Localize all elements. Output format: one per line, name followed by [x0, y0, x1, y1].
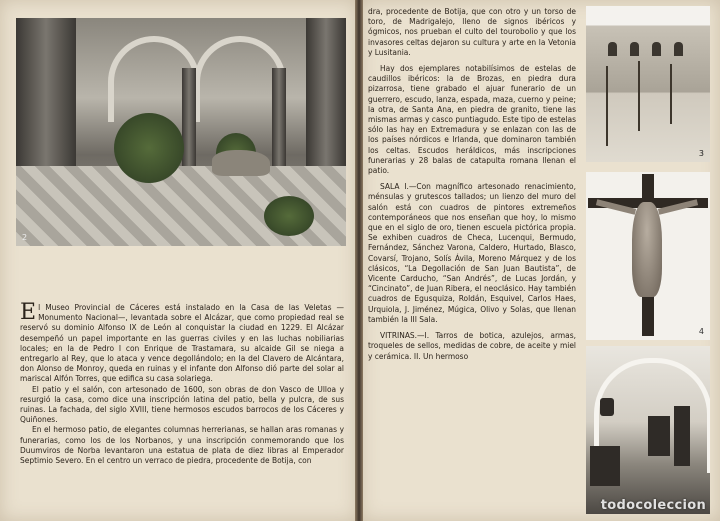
- museum-hall-photo: [586, 346, 710, 514]
- window: [674, 42, 683, 56]
- tree: [638, 61, 640, 131]
- christ-figure: [632, 202, 662, 297]
- crucifix-photo: [586, 172, 710, 340]
- display-stand: [648, 416, 670, 456]
- left-page-text: [20, 302, 344, 465]
- photo-number: 3: [698, 149, 704, 158]
- paragraph: dra, procedente de Botija, que con otro y un torso de toro, de Madrigalejo, lleno de signos ibéricos y ógmicos, nos prueban el culto del tourobolio y que los invasores celtas dejaron su cultura y arte en la Vetonia y Lusitania.: [368, 6, 576, 57]
- tree: [670, 64, 672, 124]
- window: [608, 42, 617, 56]
- paragraph: El patio y el salón, con artesonado de 1600, son obras de don Vasco de Ulloa y resurgió la casa, como dice una inscripción latina del patio, bella y pulcra, de sus ruinas. La fachada, del siglo XVIII, tiene hermosos escudos barrocos de los Cáceres y Quiñones.: [20, 383, 344, 425]
- building-photo: [586, 6, 710, 162]
- wall-object: [600, 398, 614, 416]
- photo-number: 4: [698, 327, 704, 336]
- paragraph: SALA I.—Con magnífico artesonado renacimiento, ménsulas y grutescos tallados; un lienzo del muro del salón está con cuadros de pintores extremeños contemporáneos que nos enseñan que hoy, lo mismo que en el siglo de oro, tienen escuela pictórica propia. Se exhiben cuadros de Checa, Lucenqui, Bermudo, Fernández, Sánchez Varona, Caldero, Hurtado, Blasco, Covarsí, Trojano, Solís Ávila, Moreno Márquez y de los clásicos, “La Degollación de San Juan Bautista”, de Vicente Carducho, “San Andrés”, de Lucas Jordán, y “Cincinato”, de Juan Ribera, el neoclásico. Hay también cuadros de Egusquiza, Roldán, Esquivel, Carlos Haes, Urquiola, J. Jiménez, Múgica, Olivo y Solas, que llenan también la III Sala.: [368, 181, 576, 324]
- stone-boar-sculpture: [212, 150, 270, 176]
- book-gutter: [355, 0, 363, 521]
- paragraph: El Museo Provincial de Cáceres está instalado en la Casa de las Veletas —Monumento Nacional—, levantada sobre el Alcázar, que como propiedad real se reservó su dominio Alfonso IX de León al conquistar la ciudad en 1229. El Alcázar desempeñó un papel importante en las guerras civiles y en las luchas nobiliarias locales; en la de Pedro I con Enrique de Trastamara, su alcaide Gil se niega a entregarlo al Rey, que lo ataca y vence degollándolo; en la del Clavero de Alcántara, don Alonso de Monroy, queda en ruinas y el infante don Alfonso dió parte del solar al mariscal Alfón Torres, que edifica su casa solariega.: [20, 300, 344, 384]
- window: [652, 42, 661, 56]
- photo-number: 2: [22, 233, 28, 242]
- tree: [606, 66, 608, 146]
- plant: [264, 196, 314, 236]
- column: [182, 68, 196, 178]
- palm-plant: [114, 113, 184, 183]
- paragraph: Hay dos ejemplares notabilísimos de estelas de caudillos ibéricos: la de Brozas, en piedra dura pizarrosa, tiene grabado el ajuar funerario de un guerrero, escudo, lanza, espada, maza, cuerno y peine; la otra, de Santa Ana, en piedra de granito, tiene las mismas armas y casco puntiagudo. Este tipo de estelas sólo las hay en Extremadura y se enlazan con las de los países nórdicos e Irlanda, que dominaron también los celtas. Escudos heráldicos, más inscripciones funerarias y 28 balas de catapulta romana llenan el patio.: [368, 63, 576, 176]
- window: [630, 42, 639, 56]
- watermark-logo: todocoleccion: [600, 498, 706, 513]
- paragraph: En el hermoso patio, de elegantes columnas herrerianas, se hallan aras romanas y funerarias, como los de los Norbanos, y una inscripción conmemorando que los Duumviros de Norba levantaron una estatua de plata de diez libras al Emperador Septimio Severo. En el centro un verraco de piedra, procedente de Botija, con: [20, 424, 344, 466]
- showcase: [590, 446, 620, 486]
- paragraph: VITRINAS.—I. Tarros de botica, azulejos, armas, troqueles de sellos, medidas de cobre, de aceite y miel y cerámica. II. Un hermoso: [368, 330, 576, 361]
- display-stand: [674, 406, 690, 466]
- column: [272, 68, 286, 178]
- right-page-text: [368, 6, 576, 361]
- drop-cap: E: [20, 300, 37, 325]
- courtyard-photo: [16, 18, 346, 246]
